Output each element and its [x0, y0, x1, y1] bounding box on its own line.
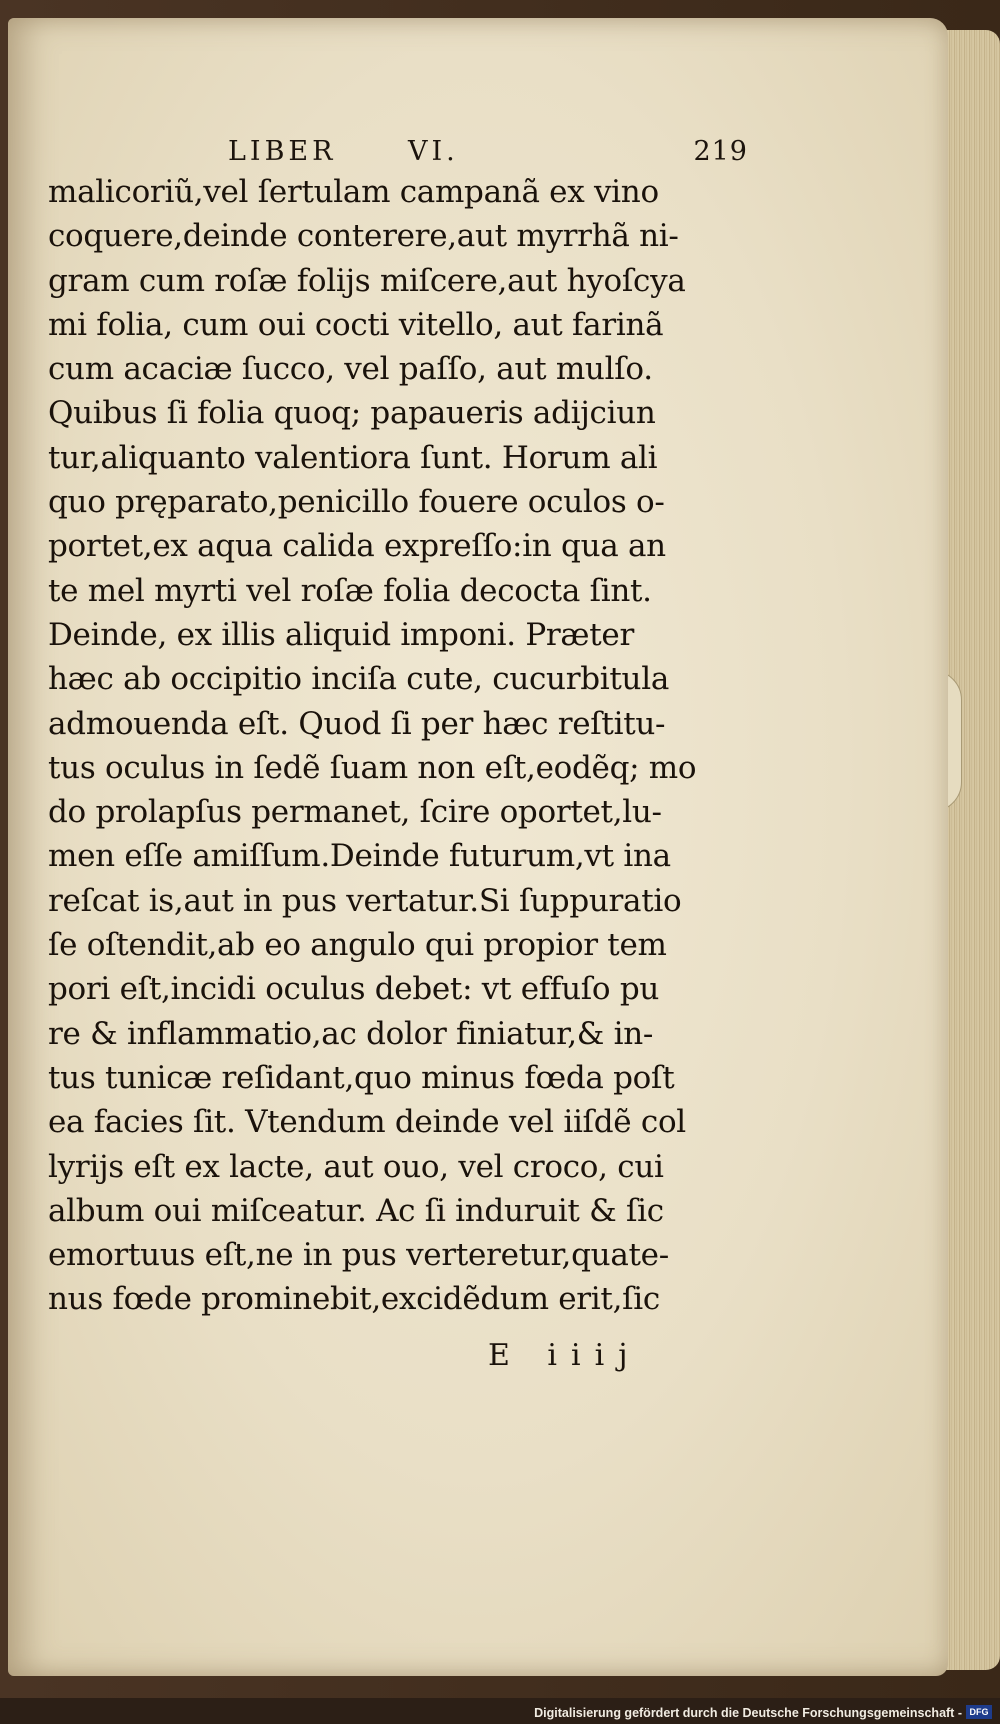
text-block — [48, 170, 748, 1322]
text-line: admouenda eſt. Quod ſi per hæc reſtitu- — [48, 705, 666, 742]
text-line: reſcat is,aut in pus vertatur.Si ſuppuratio — [48, 882, 682, 919]
text-line: lyrijs eſt ex lacte, aut ouo, vel croco, cui — [48, 1148, 664, 1185]
text-line: hæc ab occipitio inciſa cute, cucurbitula — [48, 661, 670, 698]
text-line: te mel myrti vel roſæ folia decocta ſint. — [48, 572, 652, 609]
text-line: tur,aliquanto valentiora ſunt. Horum ali — [48, 439, 658, 476]
credit-text: Digitalisierung gefördert durch die Deutsche Forschungsgemeinschaft - — [534, 1706, 962, 1720]
text-line: emortuus eſt,ne in pus verteretur,quate- — [48, 1237, 669, 1274]
text-line: mi folia, cum oui cocti vitello, aut farinã — [48, 306, 664, 343]
text-line: re & inflammatio,ac dolor finiatur,& in- — [48, 1015, 654, 1052]
text-line: album oui miſceatur. Ac ſi induruit & ſic — [48, 1192, 664, 1229]
text-line: nus fœde prominebit,excidẽdum erit,ſic — [48, 1281, 660, 1318]
text-line: quo pręparato,penicillo fouere oculos o- — [48, 484, 665, 521]
running-head-title: LIBER — [228, 136, 337, 167]
text-line: men eſſe amiſſum.Deinde futurum,vt ina — [48, 838, 671, 875]
text-line: do prolapſus permanet, ſcire oportet,lu- — [48, 794, 662, 831]
running-head — [208, 136, 748, 170]
text-line: ea facies ſit. Vtendum deinde vel iiſdẽ col — [48, 1104, 686, 1141]
book-page — [8, 18, 948, 1676]
text-line: ſe oſtendit,ab eo angulo qui propior tem — [48, 927, 667, 964]
running-head-book: VI. — [408, 136, 459, 167]
text-line: Quibus ſi folia quoq; papaueris adijciun — [48, 395, 656, 432]
signature-mark: E iiij — [488, 1338, 642, 1373]
text-line: tus tunicæ reſidant,quo minus fœda poſt — [48, 1059, 675, 1096]
text-line: pori eſt,incidi oculus debet: vt effuſo pu — [48, 971, 660, 1008]
text-line: coquere,deinde conterere,aut myrrhã ni- — [48, 218, 679, 255]
text-line: gram cum roſæ folijs miſcere,aut hyoſcya — [48, 262, 686, 299]
text-line: malicoriũ,vel ſertulam campanã ex vino — [48, 174, 659, 210]
folio-number: 219 — [693, 136, 748, 167]
text-line: Deinde, ex illis aliquid imponi. Præter — [48, 616, 634, 653]
text-line: cum acaciæ ſucco, vel paſſo, aut mulſo. — [48, 351, 653, 388]
text-line: portet,ex aqua calida expreſſo:in qua an — [48, 528, 666, 565]
credit-bar — [0, 1698, 1000, 1724]
text-line: tus oculus in ſedẽ ſuam non eſt,eodẽq; mo — [48, 749, 697, 786]
dfg-logo: DFG — [966, 1705, 992, 1719]
